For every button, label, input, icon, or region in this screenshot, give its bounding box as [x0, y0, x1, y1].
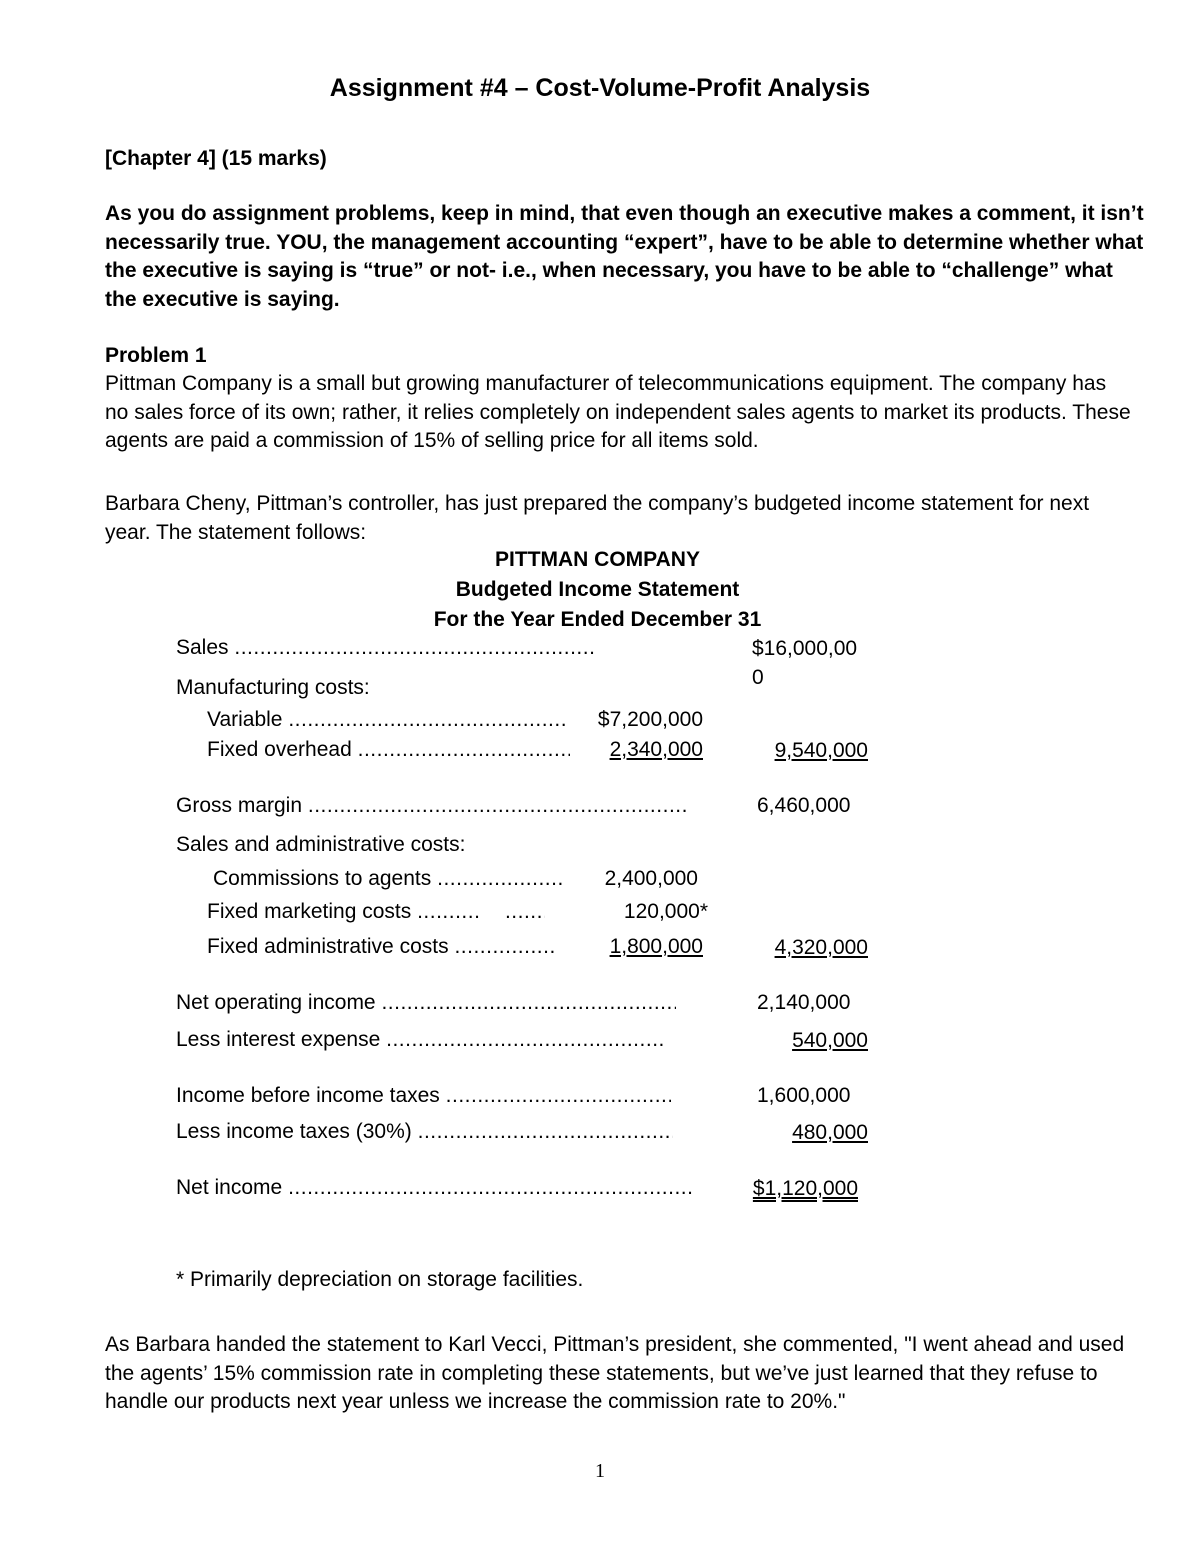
intro-paragraph: As you do assignment problems, keep in mind, that even though an executive makes a comment, it isn’t necessarily true. YOU, the management accounting “expert”, have to be able to determine whether what the executive is saying is “true” or not- i.e., when necessary, you have to be able to “challenge” what the executive is saying. [105, 202, 1144, 311]
leader-dots [308, 794, 686, 818]
net-operating-income-row [176, 991, 676, 1015]
label: Fixed marketing costs [207, 900, 412, 923]
label: Sales [176, 636, 229, 659]
problem-heading: Problem 1 [105, 344, 207, 367]
sales-row [176, 636, 594, 660]
net-income-row [176, 1176, 693, 1200]
fixed-marketing-value: 120,000* [623, 900, 708, 923]
label: Gross margin [176, 794, 303, 817]
fixed-overhead-row [207, 738, 570, 762]
label: Income before income taxes [176, 1084, 440, 1107]
leader-dots [234, 636, 594, 660]
commissions-row [213, 867, 562, 891]
document-title: Assignment #4 – Cost-Volume-Profit Analysis [329, 74, 871, 102]
manufacturing-total [752, 736, 868, 765]
sales-admin-costs-label: Sales and administrative costs: [176, 833, 466, 856]
leader-dots [288, 708, 568, 732]
fixed-marketing-row [207, 900, 545, 924]
label: Less income taxes (30%) [176, 1120, 412, 1143]
statement-name: Budgeted Income Statement [455, 578, 740, 601]
value: 480,000 [792, 1121, 868, 1144]
variable-value: $7,200,000 [597, 708, 703, 731]
label: Commissions to agents [213, 867, 432, 890]
fixed-admin-row [207, 935, 554, 959]
closing-paragraph: As Barbara handed the statement to Karl Vecci, Pittman’s president, she commented, "I went ahead and used the agents’ 15% commission rate in completing these statements, but we’ve just learned that they refuse to handle our products next year unless we increase the commission rate to 20%." [105, 1333, 1125, 1413]
manufacturing-costs-label: Manufacturing costs: [176, 676, 370, 699]
value: 9,540,000 [774, 739, 868, 762]
leader-dots [505, 900, 545, 924]
statement-period: For the Year Ended December 31 [433, 608, 762, 631]
fixed-overhead-value: 2,340,000 [609, 738, 703, 761]
label: Fixed overhead [207, 738, 352, 761]
value: 4,320,000 [774, 936, 868, 959]
leader-dots [288, 1176, 693, 1200]
leader-dots [358, 738, 570, 762]
label: Less interest expense [176, 1028, 381, 1051]
fixed-admin-value: 1,800,000 [609, 935, 703, 958]
commissions-value: 2,400,000 [604, 867, 698, 890]
label: Net income [176, 1176, 283, 1199]
leader-dots [381, 991, 676, 1015]
income-taxes-row [176, 1120, 673, 1144]
leader-dots [386, 1028, 664, 1052]
problem-paragraph-1: Pittman Company is a small but growing manufacturer of telecommunications equipment. The company has no sales force of its own; rather, it relies completely on independent sales agents to market its products. These agents are paid a commission of 15% of selling price for all items sold. [105, 372, 1131, 452]
leader-dots [417, 900, 479, 924]
sales-admin-total [752, 933, 868, 962]
problem-paragraph-2: Barbara Cheny, Pittman’s controller, has just prepared the company’s budgeted income statement for next year. The statement follows: [105, 492, 1090, 544]
label: Fixed administrative costs [207, 935, 449, 958]
interest-expense-value [752, 1026, 868, 1055]
label: Variable [207, 708, 283, 731]
net-income-value [752, 1174, 858, 1203]
gross-margin-row [176, 794, 686, 818]
label: Net operating income [176, 991, 376, 1014]
variable-row [207, 708, 568, 732]
sales-value: $16,000,000 [752, 637, 858, 689]
leader-dots [437, 867, 562, 891]
leader-dots [446, 1084, 671, 1108]
chapter-line: [Chapter 4] (15 marks) [105, 147, 327, 170]
leader-dots [454, 935, 554, 959]
gross-margin-value: 6,460,000 [757, 794, 851, 817]
page-number: 1 [595, 1460, 605, 1482]
leader-dots [418, 1120, 673, 1144]
net-operating-income-value: 2,140,000 [757, 991, 851, 1014]
value: 540,000 [792, 1029, 868, 1052]
footnote: * Primarily depreciation on storage facilities. [176, 1268, 584, 1291]
income-before-taxes-row [176, 1084, 671, 1108]
income-before-taxes-value: 1,600,000 [757, 1084, 851, 1107]
statement-company: PITTMAN COMPANY [495, 548, 700, 571]
interest-expense-row [176, 1028, 664, 1052]
value: $1,120,000 [752, 1177, 858, 1200]
income-taxes-value [752, 1118, 868, 1147]
